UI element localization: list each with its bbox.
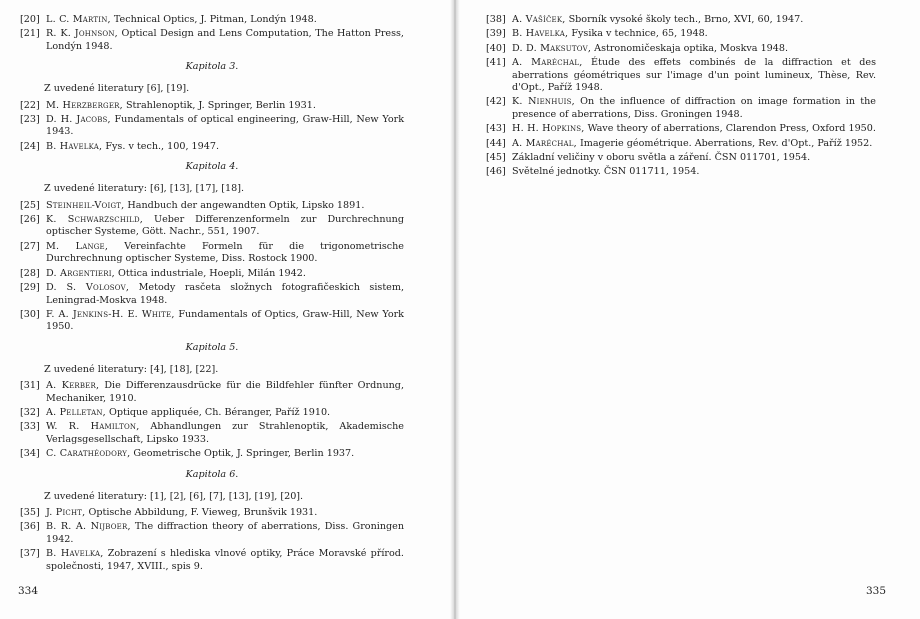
- reference-number: [38]: [486, 14, 506, 25]
- reference-entry: [486, 28, 876, 40]
- reference-number: [29]: [20, 282, 40, 294]
- reference-entry: [20, 507, 404, 519]
- chapter-5-heading: Kapitola 5.: [185, 341, 239, 353]
- chapter-6-heading: Kapitola 6.: [185, 468, 239, 480]
- reference-entry: [20, 548, 404, 573]
- reference-entry: [20, 407, 404, 419]
- reference-entry: [20, 114, 404, 139]
- reference-text: Fundamentals of optical engineering, Graw-Hill, New York 1943.: [46, 114, 405, 138]
- reference-text: Die Differenzausdrücke für die Bildfehler fünfter Ordnung, Mechaniker, 1910.: [46, 380, 404, 404]
- reference-number: [41]: [486, 57, 506, 69]
- reference-author: D. S. Volosov,: [46, 282, 130, 294]
- reference-entry: [486, 43, 876, 55]
- reference-number: [31]: [20, 380, 40, 392]
- reference-text: Geometrische Optik, J. Springer, Berlin 1937.: [130, 448, 355, 460]
- reference-number: [37]: [20, 548, 40, 560]
- reference-text: Strahlenoptik, J. Springer, Berlin 1931.: [122, 99, 316, 111]
- reference-text: Handbuch der angewandten Optik, Lipsko 1891.: [124, 199, 365, 211]
- reference-author: A. Kerber,: [46, 380, 100, 392]
- reference-text: Fundamentals of Optics, Graw-Hill, New York 1950.: [46, 308, 404, 333]
- reference-entry: [20, 214, 404, 239]
- reference-number: [43]: [486, 123, 506, 135]
- reference-number: [35]: [20, 506, 40, 518]
- chapter-3-see-also: Z uvedené literatury [6], [19].: [44, 83, 190, 95]
- reference-author: B. R. A. Nijboer,: [46, 521, 131, 533]
- left-page-number: 334: [18, 585, 39, 597]
- reference-entry: [20, 141, 404, 153]
- left-reference-column: [20, 14, 404, 575]
- reference-text: Fysika v technice, 65, 1948.: [568, 28, 708, 40]
- reference-number: [27]: [20, 240, 40, 252]
- reference-author: D. D. Maksutov,: [512, 42, 592, 54]
- reference-text: Technical Optics, J. Pitman, Londýn 1948.: [110, 14, 317, 25]
- reference-number: [28]: [20, 267, 40, 279]
- reference-author: D. H. Jacobs,: [46, 114, 111, 126]
- reference-entry: [20, 28, 404, 53]
- reference-author: M. Lange,: [46, 240, 109, 252]
- reference-number: [21]: [20, 28, 40, 40]
- reference-number: [40]: [486, 42, 506, 54]
- reference-text: Optische Abbildung, F. Vieweg, Brunšvik 1931.: [85, 506, 318, 518]
- reference-text: Imagerie géométrique. Aberrations, Rev. d'Opt., Paříž 1952.: [576, 137, 873, 149]
- chapter-6-see-also: Z uvedené literatury: [1], [2], [6], [7], [13], [19], [20].: [44, 490, 304, 502]
- reference-entry: [486, 152, 876, 164]
- reference-author: A. Maréchal,: [512, 137, 577, 149]
- reference-author: K. Schwarzschild,: [46, 214, 144, 226]
- reference-author: A. Maréchal,: [512, 57, 583, 69]
- reference-text: Wave theory of aberrations, Clarendon Press, Oxford 1950.: [584, 123, 876, 135]
- reference-author: D. Argentieri,: [46, 267, 115, 279]
- reference-number: [20]: [20, 14, 40, 25]
- reference-entry: [20, 421, 404, 446]
- reference-text: Vereinfachte Formeln für die trigonometrische Durchrechnung optischer Systeme, Diss. Rostock 1900.: [46, 240, 404, 265]
- chapter-4-heading: Kapitola 4.: [185, 161, 239, 173]
- reference-text: Astronomičeskaja optika, Moskva 1948.: [591, 42, 789, 54]
- reference-number: [26]: [20, 214, 40, 226]
- reference-entry: [486, 166, 876, 178]
- reference-entry: [20, 268, 404, 280]
- reference-entry: [486, 123, 876, 135]
- reference-number: [39]: [486, 28, 506, 40]
- reference-number: [46]: [486, 166, 506, 178]
- reference-entry: [20, 241, 404, 266]
- reference-entry: [20, 521, 404, 546]
- reference-author: M. Herzberger,: [46, 99, 123, 111]
- reference-author: L. C. Martin,: [46, 14, 111, 25]
- reference-text: Sborník vysoké školy tech., Brno, XVI, 60, 1947.: [565, 14, 804, 25]
- reference-text: Étude des effets combinés de la diffraction et des aberrations géométriques sur l'image d'un point lumineux, Thèse, Rev. d'Opt., Paříž 1948.: [512, 57, 876, 94]
- reference-number: [30]: [20, 308, 40, 320]
- reference-text: Světelné jednotky. ČSN 011711, 1954.: [512, 166, 700, 178]
- reference-number: [45]: [486, 152, 506, 164]
- reference-text: On the influence of diffraction on image formation in the presence of aberrations, Diss. Groningen 1948.: [512, 96, 876, 120]
- reference-entry: [20, 448, 404, 460]
- reference-author: B. Havelka,: [512, 28, 569, 40]
- right-reference-column: [486, 14, 876, 181]
- reference-number: [42]: [486, 96, 506, 108]
- reference-author: W. R. Hamilton,: [46, 421, 140, 433]
- reference-text: Fys. v tech., 100, 1947.: [102, 140, 220, 152]
- reference-author: B. Havelka,: [46, 140, 103, 152]
- reference-number: [23]: [20, 114, 40, 126]
- reference-number: [36]: [20, 521, 40, 533]
- reference-number: [44]: [486, 137, 506, 149]
- reference-author: F. A. Jenkins-H. E. White,: [46, 308, 175, 320]
- reference-entry: [486, 138, 876, 150]
- reference-entry: [486, 14, 876, 26]
- reference-number: [34]: [20, 448, 40, 460]
- reference-author: C. Carathéodory,: [46, 448, 131, 460]
- reference-text: The diffraction theory of aberrations, Diss. Groningen 1942.: [46, 521, 404, 545]
- reference-entry: [20, 14, 404, 26]
- reference-author: A. Pelletan,: [46, 406, 106, 418]
- reference-author: B. Havelka,: [46, 548, 104, 560]
- reference-text: Ueber Differenzenformeln zur Durchrechnung optischer Systeme, Gött. Nachr., 551, 1907.: [46, 214, 404, 238]
- reference-author: A. Vašíček,: [512, 14, 566, 25]
- reference-entry: [20, 100, 404, 112]
- reference-text: Optical Design and Lens Computation, The Hatton Press, Londýn 1948.: [46, 28, 404, 52]
- chapter-3-heading: Kapitola 3.: [185, 61, 239, 73]
- reference-entry: [20, 309, 404, 334]
- reference-author: Steinheil-Voigt,: [46, 199, 125, 211]
- reference-number: [24]: [20, 140, 40, 152]
- reference-entry: [20, 380, 404, 405]
- reference-author: R. K. Johnson,: [46, 28, 118, 40]
- chapter-4-see-also: Z uvedené literatury: [6], [13], [17], [18].: [44, 183, 245, 195]
- reference-author: J. Picht,: [46, 506, 86, 518]
- reference-number: [32]: [20, 406, 40, 418]
- reference-entry: [20, 282, 404, 307]
- reference-entry: [486, 57, 876, 94]
- reference-text: Metody rasčeta složnych fotografičeskich sistem, Leningrad-Moskva 1948.: [46, 282, 405, 306]
- reference-text: Optique appliquée, Ch. Béranger, Paříž 1910.: [105, 406, 331, 418]
- reference-text: Zobrazení s hlediska vlnové optiky, Práce Moravské přírod. společnosti, 1947, XVIII., spis 9.: [46, 548, 404, 572]
- reference-text: Ottica industriale, Hoepli, Milán 1942.: [114, 267, 306, 279]
- right-page-number: 335: [865, 585, 886, 597]
- reference-text: Abhandlungen zur Strahlenoptik, Akademische Verlagsgesellschaft, Lipsko 1933.: [46, 421, 404, 445]
- reference-number: [33]: [20, 421, 40, 433]
- chapter-5-see-also: Z uvedené literatury: [4], [18], [22].: [44, 363, 219, 375]
- reference-entry: [20, 200, 404, 212]
- reference-number: [22]: [20, 99, 40, 111]
- reference-number: [25]: [20, 199, 40, 211]
- reference-author: K. Nienhuis,: [512, 96, 575, 108]
- refs-top: [20, 14, 404, 53]
- reference-author: H. H. Hopkins,: [512, 123, 585, 135]
- right-page: [456, 0, 920, 619]
- reference-text: Základní veličiny v oboru světla a záření. ČSN 011701, 1954.: [512, 152, 811, 164]
- left-page: [0, 0, 455, 619]
- reference-entry: [486, 96, 876, 121]
